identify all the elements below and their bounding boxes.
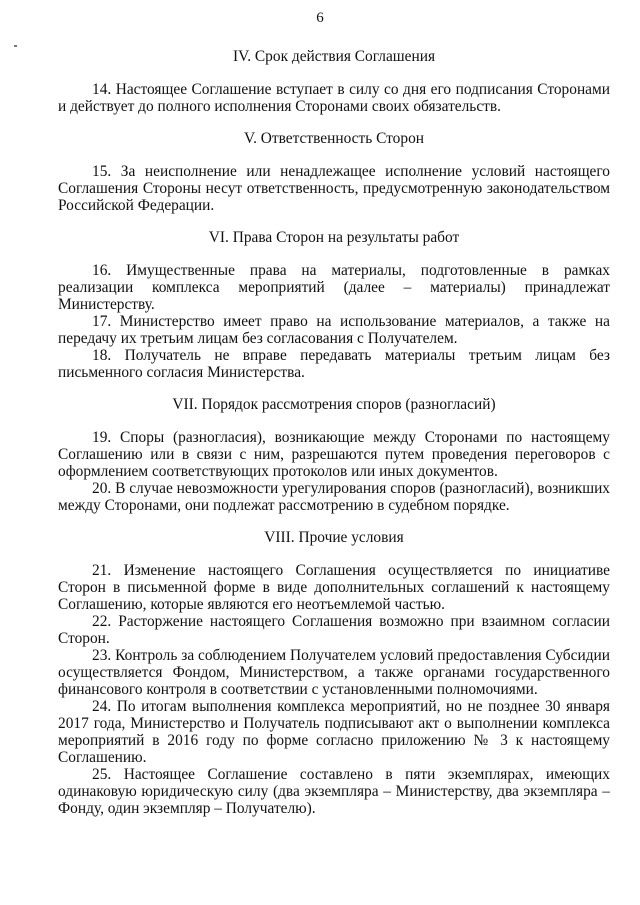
section-liability <box>58 130 610 214</box>
page-number: 6 <box>316 10 324 26</box>
paragraph: 14. Настоящее Соглашение вступает в силу со дня его подписания Сторонами и действует до полного исполнения Сторонами своих обязательств. <box>58 81 610 115</box>
section-heading: IV. Срок действия Соглашения <box>232 48 436 65</box>
section-heading: V. Ответственность Сторон <box>243 130 425 147</box>
paragraph: 19. Споры (разногласия), возникающие между Сторонами по настоящему Соглашению или в связи с ним, разрешаются путем проведения переговоров с оформлением соответствующих протоколов или иных документов. <box>58 429 610 480</box>
paragraph: 15. За неисполнение или ненадлежащее исполнение условий настоящего Соглашения Стороны несут ответственность, предусмотренную законодательством Российской Федерации. <box>58 163 610 214</box>
document-body <box>58 48 610 817</box>
section-rights <box>58 229 610 381</box>
section-heading: VII. Порядок рассмотрения споров (разногласий) <box>172 396 496 413</box>
paragraph: 23. Контроль за соблюдением Получателем условий предоставления Субсидии осуществляется Фондом, Министерством, а также органами государственного финансового контроля в соответствии с установленными полномочиями. <box>58 647 610 698</box>
section-other <box>58 529 610 817</box>
scan-speck <box>14 45 17 47</box>
paragraph: 22. Расторжение настоящего Соглашения возможно при взаимном согласии Сторон. <box>58 613 610 647</box>
section-disputes <box>58 396 610 514</box>
paragraph: 20. В случае невозможности урегулирования споров (разногласий), возникших между Сторонами, они подлежат рассмотрению в судебном порядке. <box>58 480 611 514</box>
paragraph: 17. Министерство имеет право на использование материалов, а также на передачу их третьим лицам без согласования с Получателем. <box>58 313 610 347</box>
section-heading: VI. Права Сторон на результаты работ <box>208 229 460 246</box>
paragraph: 18. Получатель не вправе передавать материалы третьим лицам без письменного согласия Министерства. <box>58 347 610 381</box>
paragraph: 24. По итогам выполнения комплекса мероприятий, но не позднее 30 января 2017 года, Министерство и Получатель подписывают акт о выполнении комплекса мероприятий в 2016 году по форме согласно приложению № 3 к настоящему Соглашению. <box>58 698 610 766</box>
paragraph: 21. Изменение настоящего Соглашения осуществляется по инициативе Сторон в письменной форме в виде дополнительных соглашений к настоящему Соглашению, которые являются его неотъемлемой частью. <box>58 562 610 613</box>
section-heading: VIII. Прочие условия <box>264 529 404 546</box>
paragraph: 25. Настоящее Соглашение составлено в пяти экземплярах, имеющих одинаковую юридическую силу (два экземпляра – Министерству, два экземпляра – Фонду, один экземпляр – Получателю). <box>58 766 610 817</box>
section-term <box>58 48 610 115</box>
paragraph: 16. Имущественные права на материалы, подготовленные в рамках реализации комплекса мероприятий (далее – материалы) принадлежат Министерству. <box>58 262 610 313</box>
